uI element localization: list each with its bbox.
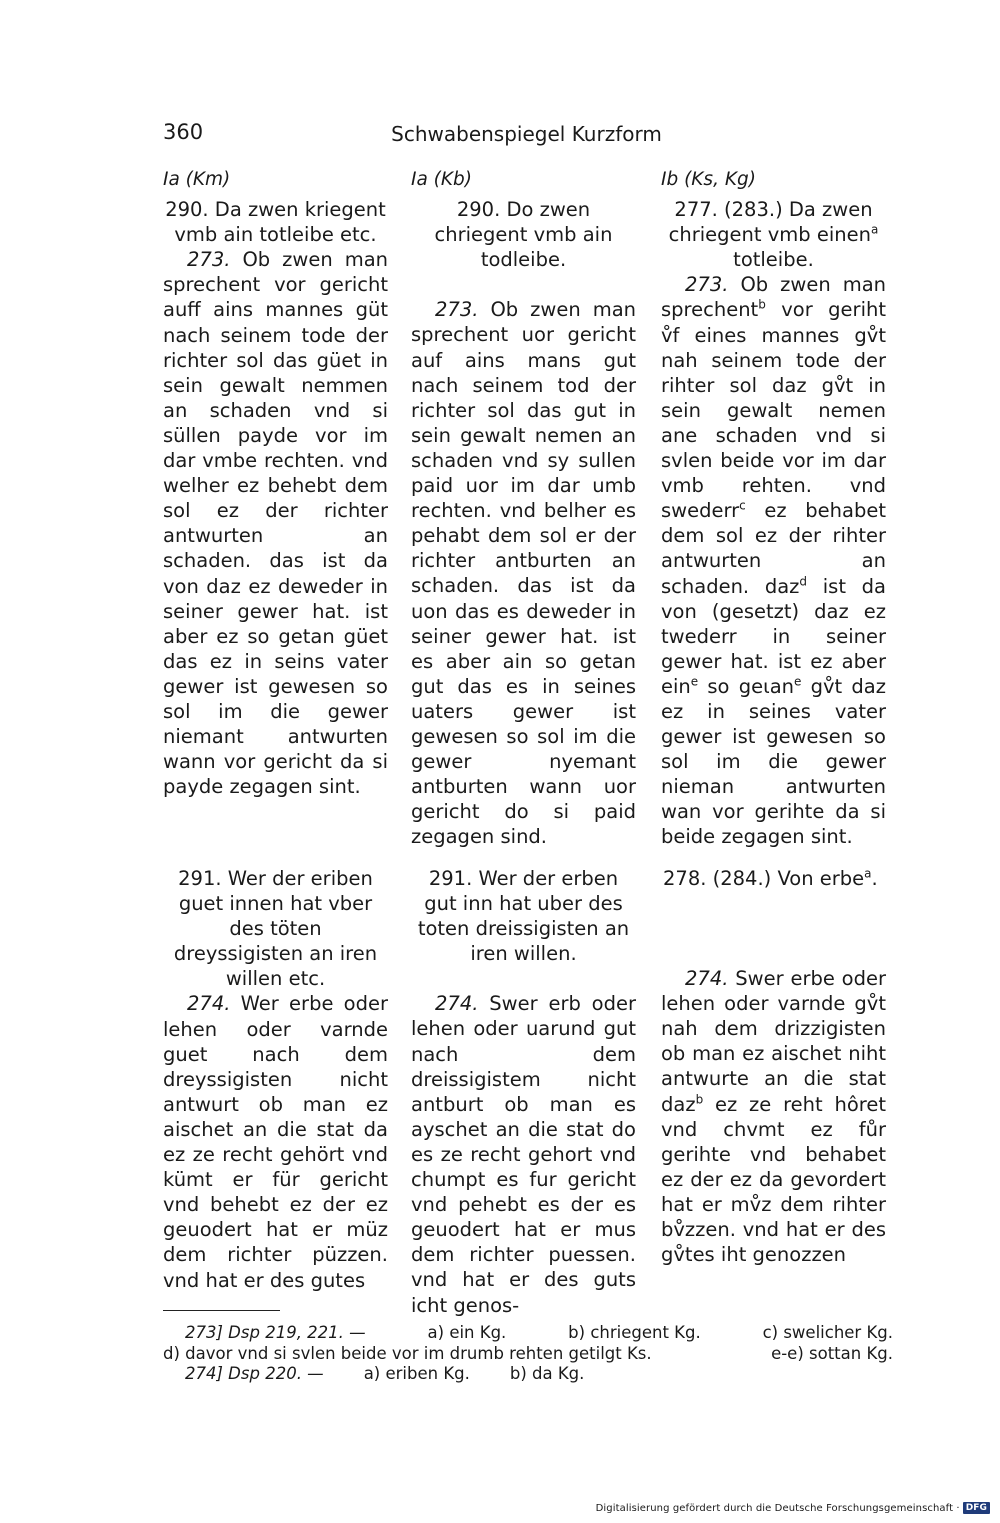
column-ks-kg-section-274 <box>661 866 886 1267</box>
credit-text: Digitalisierung gefördert durch die Deutsche Forschungsgemeinschaft · <box>595 1502 960 1514</box>
column-km-section-274 <box>163 866 388 1293</box>
footnote-mark: b <box>695 1092 704 1107</box>
column-ks-kg-section-273 <box>661 167 886 850</box>
chapter-body: Ob zwen man sprechent vor gericht auff ains mannes güt nach seinem tode der richter sol das güet in sein gewalt nemmen an schaden vnd si süllen payde vor im dar vmbe rechten. vnd welher ez behebt dem sol ez der richter antwurten an schaden. das ist da von daz ez deweder in seiner gewer hat. ist aber ez so getan güet das ez in seins vater gewer ist gewesen so sol im die gewer niemant antwurten wann vor gericht da si payde zegagen sint. <box>163 248 389 799</box>
chapter-body-text: ist da von (gesetzt) daz ez twederr in seiner gewer hat. ist ez aber ein <box>661 574 886 698</box>
chapter-text <box>163 247 388 799</box>
chapter-title-text: 278. (284.) Von erbe <box>663 867 865 890</box>
chapter-title: 290. Do zwen chriegent vmb ain todleibe. <box>434 198 613 272</box>
chapter-number: 273. <box>685 273 729 297</box>
chapter-text <box>661 966 886 1267</box>
footnote: e-e) sottan Kg. <box>771 1343 893 1363</box>
footnote-line <box>163 1344 893 1365</box>
chapter-body-text: gv̊t daz ez in seines vater gewer ist gewesen so sol im die gewer nieman antwurten wan vor gerihte da si beide zegagen sint. <box>661 674 886 849</box>
chapter-number: 274. <box>685 967 729 991</box>
running-title: Schwabenspiegel Kurzform <box>391 122 662 146</box>
footnote-mark: b <box>758 297 766 312</box>
footnote: b) chriegent Kg. <box>568 1323 701 1342</box>
column-kb-section-274 <box>411 866 636 1318</box>
footnote: c) swelicher Kg. <box>762 1323 893 1342</box>
column-siglum: Ia (Km) <box>163 169 231 190</box>
chapter-text <box>661 272 886 849</box>
chapter-body: Wer erbe oder lehen oder varnde guet nach dem dreyssigisten nicht antwurt ob man ez aischet an die stat da ez ze recht gehört vnd kümt er für gericht vnd behebt ez der ez geuodert hat er müz dem richter püzzen. vnd hat er des gutes <box>163 992 389 1292</box>
footnotes <box>163 1323 893 1385</box>
chapter-title <box>661 197 886 272</box>
chapter-body-text: Ob zwen man sprechent <box>661 273 887 322</box>
footnote-mark: c <box>739 498 746 513</box>
chapter-title: 290. Da zwen kriegent vmb ain totleibe etc. <box>165 198 386 247</box>
chapter-body-text: ez ze reht hôret vnd chvmt ez fůr gerihte vnd behabet ez der ez da gevordert hat er mv̊z dem rihter bv̊zzen. vnd hat er des gv̊tes iht genozzen <box>661 1092 886 1267</box>
chapter-text <box>411 991 636 1317</box>
footnote-ref: 273] Dsp 219, 221. — <box>185 1323 366 1342</box>
chapter-body: Swer erb oder lehen oder uarund gut nach dem dreissigistem nicht antburt ob man es ayschet an die stat do es ze recht gehort vnd chumpt es fur gericht vnd pehebt es der es geuodert hat er mus dem richter puessen. vnd hat er des guts icht genos- <box>411 992 636 1317</box>
chapter-body-text: ez behabet dem sol ez der rihter antwurten an schaden. daz <box>661 499 886 598</box>
column-siglum: Ib (Ks, Kg) <box>661 169 756 190</box>
chapter-body: Ob zwen man sprechent uor gericht auf ains mans gut nach seinem tod der richter sol das gut in sein gewalt nemen an schaden vnd sy sullen paid uor im dar umb rechten. vnd belher es pehabt dem sol er der richter antburten an schaden. das ist da uon das es deweder in seiner gewer hat. ist es aber ain so getan gut das es in seines uaters gewer ist gewesen so sol im die gewer nyemant antburten wann uor gericht do si paid zegagen sind. <box>411 298 637 849</box>
chapter-title <box>661 866 886 891</box>
footnote: a) eriben Kg. <box>363 1364 470 1383</box>
chapter-body-text: vor geriht v̊f eines mannes gv̊t nah seinem tode der rihter sol daz gv̊t in sein gewalt nemen ane schaden vnd si svlen beide vor im dar vmb rehten. vnd swederr <box>661 298 886 523</box>
chapter-body-text: so geɩan <box>698 674 795 698</box>
footnote-mark: e <box>794 674 802 689</box>
footnote-ref: 274] Dsp 220. — <box>185 1364 324 1383</box>
footnote: b) da Kg. <box>509 1364 585 1383</box>
chapter-title-text: totleibe. <box>733 248 814 272</box>
footnote-mark: a <box>864 866 872 881</box>
chapter-number: 274. <box>435 992 479 1016</box>
chapter-title-text: 277. (283.) Da zwen chriegent vmb einen <box>668 198 873 247</box>
column-kb-section-273 <box>411 167 636 849</box>
footnote-line <box>163 1364 893 1385</box>
chapter-title: 291. Wer der eriben guet innen hat vber des töten dreyssigisten an iren willen etc. <box>173 867 378 991</box>
footnote-rule <box>163 1310 280 1311</box>
footnote-mark: d <box>799 574 808 588</box>
footnote: a) ein Kg. <box>427 1323 507 1342</box>
chapter-text <box>411 297 636 849</box>
chapter-number: 274. <box>187 992 231 1016</box>
page-header <box>163 120 890 150</box>
footnote-line <box>163 1323 893 1344</box>
footnote-mark: a <box>870 222 879 237</box>
chapter-text <box>163 991 388 1292</box>
chapter-body <box>661 273 886 848</box>
page-number: 360 <box>163 120 204 144</box>
column-siglum: Ia (Kb) <box>411 169 472 190</box>
chapter-number: 273. <box>435 298 479 322</box>
column-km-section-273 <box>163 167 388 799</box>
digitization-credit <box>596 1502 990 1514</box>
dfg-logo: DFG <box>963 1502 990 1514</box>
chapter-body-text: Swer erbe oder lehen oder varnde gv̊t nah dem drizzigisten ob man ez aischet niht antwurte an die stat daz <box>661 967 886 1116</box>
chapter-title-text: . <box>871 867 878 890</box>
chapter-body <box>661 967 886 1266</box>
footnote: d) davor vnd si svlen beide vor im drumb rehten getilgt Ks. <box>163 1343 652 1363</box>
chapter-number: 273. <box>187 248 231 272</box>
footnote-mark: e <box>690 674 699 689</box>
chapter-title: 291. Wer der erben gut inn hat uber des toten dreissigisten an iren willen. <box>417 867 630 966</box>
